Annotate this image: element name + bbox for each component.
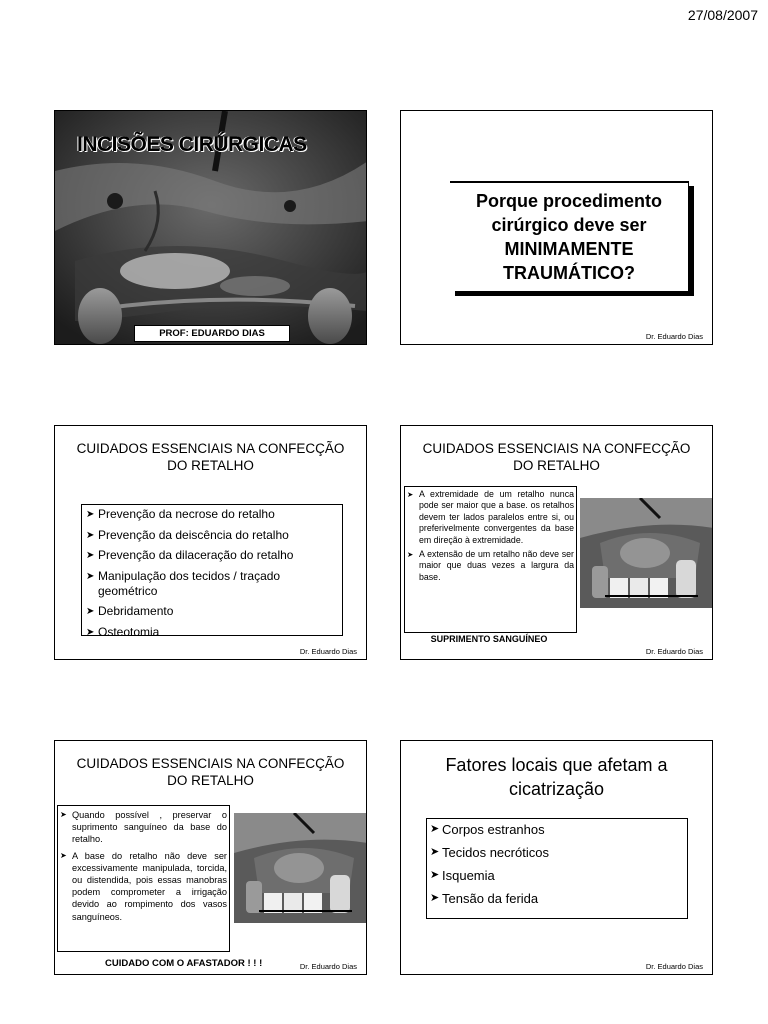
list-item: ➤ Isquemia bbox=[430, 867, 684, 884]
slide-5-caption: CUIDADO COM O AFASTADOR ! ! ! bbox=[105, 958, 263, 969]
retractor-photo-image bbox=[234, 813, 367, 923]
retractor-photo bbox=[234, 813, 367, 923]
bullet-list bbox=[58, 806, 229, 926]
list-item: ➤ Tecidos necróticos bbox=[430, 844, 684, 861]
slide-1-title: INCISÕES CIRÚRGICAS bbox=[77, 133, 307, 156]
list-item: ➤ Prevenção da deiscência do retalho bbox=[86, 528, 338, 543]
author-box: PROF: EDUARDO DIAS bbox=[134, 325, 290, 342]
list-item: ➤ Debridamento bbox=[86, 604, 338, 619]
slide-5-footer: Dr. Eduardo Dias bbox=[299, 962, 357, 971]
text-box bbox=[404, 486, 577, 633]
print-date: 27/08/2007 bbox=[687, 7, 758, 23]
slide-4-title: CUIDADOS ESSENCIAIS NA CONFECÇÃO DO RETALHO bbox=[422, 441, 691, 473]
list-item: ➤ Prevenção da dilaceração do retalho bbox=[86, 548, 338, 563]
slide-1 bbox=[54, 110, 367, 345]
slide-4-caption: SUPRIMENTO SANGUÍNEO bbox=[430, 634, 548, 644]
slide-2-footer: Dr. Eduardo Dias bbox=[645, 332, 703, 341]
slide-6-title: Fatores locais que afetam a cicatrização bbox=[445, 755, 668, 799]
flap-photo-image bbox=[580, 498, 713, 608]
bullet-list bbox=[405, 487, 576, 585]
list-item: ➤ Osteotomia bbox=[86, 625, 338, 637]
bullet-list bbox=[427, 819, 687, 909]
slide-2 bbox=[400, 110, 713, 345]
slide-6 bbox=[400, 740, 713, 975]
list-item: ➤ A base do retalho não deve ser excessivamente manipulada, torcida, ou distendida, pois essas manobras podem comprometer a irrigação devido ao rompimento dos vasos sanguíneos. bbox=[60, 850, 227, 923]
flap-photo bbox=[580, 498, 713, 608]
list-item: ➤ Tensão da ferida bbox=[430, 890, 684, 907]
slide-5 bbox=[54, 740, 367, 975]
slide-3-title: CUIDADOS ESSENCIAIS NA CONFECÇÃO DO RETALHO bbox=[76, 441, 345, 473]
slide-4-footer: Dr. Eduardo Dias bbox=[645, 647, 703, 656]
list-item: ➤ A extensão de um retalho não deve ser maior que duas vezes a largura da base. bbox=[407, 549, 574, 583]
bullet-box bbox=[81, 504, 343, 636]
slide-6-footer: Dr. Eduardo Dias bbox=[645, 962, 703, 971]
list-item: ➤ Corpos estranhos bbox=[430, 821, 684, 838]
slide-3-footer: Dr. Eduardo Dias bbox=[299, 647, 357, 656]
question-text: Porque procedimento cirúrgico deve ser MINIMAMENTE TRAUMÁTICO? bbox=[475, 191, 663, 283]
slide-3 bbox=[54, 425, 367, 660]
bullet-list bbox=[82, 505, 342, 636]
slide-4 bbox=[400, 425, 713, 660]
list-item: ➤ Manipulação dos tecidos / traçado geométrico bbox=[86, 569, 338, 599]
question-box bbox=[450, 181, 689, 291]
list-item: ➤ Prevenção da necrose do retalho bbox=[86, 507, 338, 522]
list-item: ➤ A extremidade de um retalho nunca pode ser maior que a base. os retalhos devem ter lados paralelos entre si, ou preferivelmente convergentes da base em direção à extremidade. bbox=[407, 489, 574, 546]
text-box bbox=[57, 805, 230, 952]
list-item: ➤ Quando possível , preservar o suprimento sanguíneo da base do retalho. bbox=[60, 809, 227, 846]
bullet-box bbox=[426, 818, 688, 919]
slide-5-title: CUIDADOS ESSENCIAIS NA CONFECÇÃO DO RETALHO bbox=[76, 756, 345, 788]
